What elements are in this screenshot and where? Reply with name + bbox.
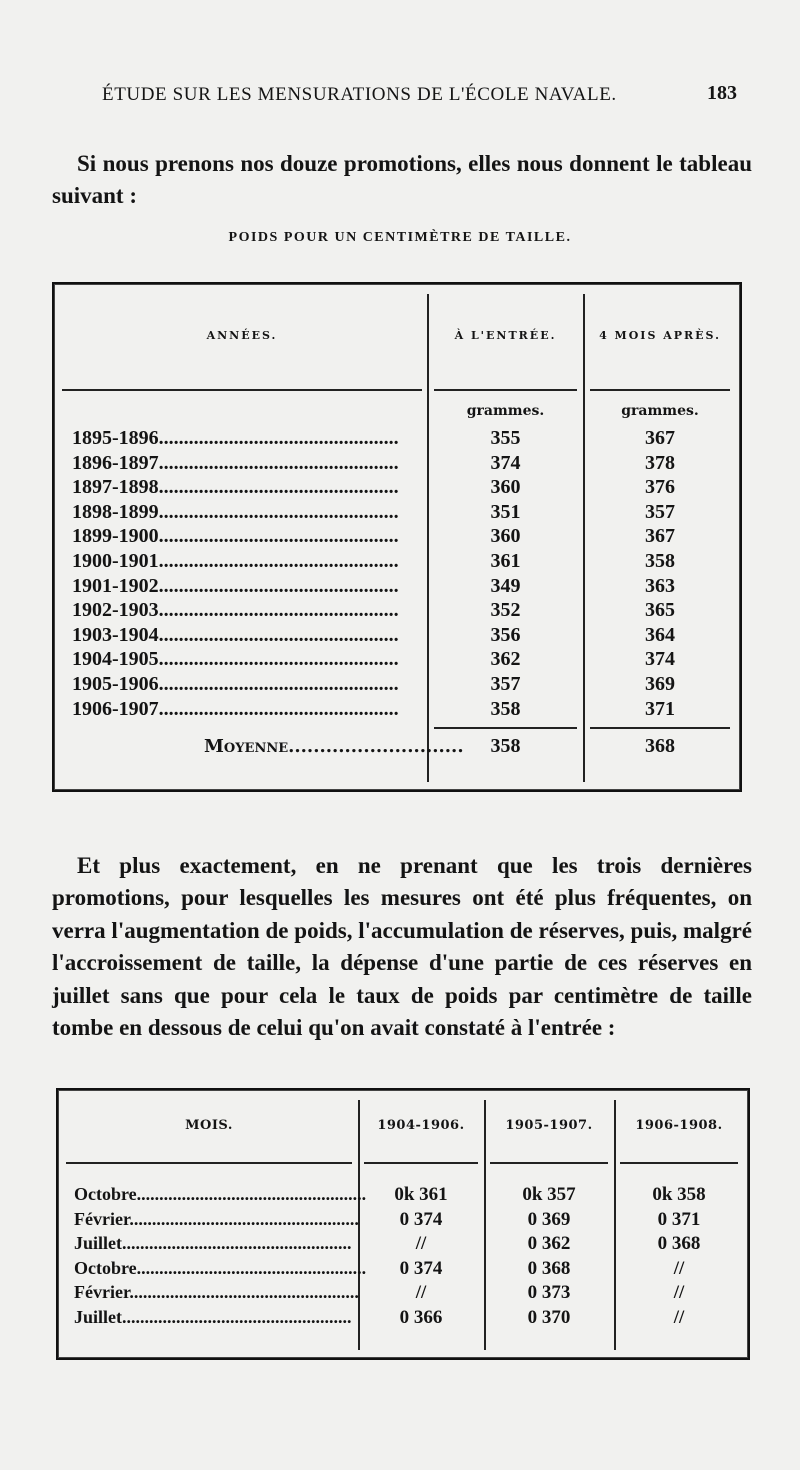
table2-cell: // [415, 1233, 427, 1255]
leader-dots: ................................................ [158, 550, 399, 572]
table2-cell: 0 368 [657, 1233, 701, 1255]
table1-row-label [72, 501, 424, 524]
row-years: 1902-1903 [72, 599, 159, 622]
table2-cell: // [673, 1257, 685, 1279]
table2-rule [364, 1162, 478, 1164]
table2-cell: 0 371 [657, 1208, 701, 1230]
table1-cell-entry: 356 [490, 623, 521, 646]
table2-cell: 0 374 [399, 1208, 443, 1230]
table1-average-label: Moyenne............................ [204, 736, 464, 757]
table2-cell: 0 373 [527, 1282, 571, 1304]
table2-cell: // [673, 1282, 685, 1304]
table2-row-label [74, 1257, 367, 1279]
table1-cell-entry: 351 [490, 500, 521, 523]
table2-divider [614, 1100, 616, 1350]
table2-rule [490, 1162, 608, 1164]
leader-dots: ................................................... [136, 1184, 367, 1204]
leader-dots: ................................................ [158, 476, 399, 499]
leader-dots: ................................................... [136, 1257, 367, 1278]
table2-row-label [74, 1184, 367, 1205]
table1-cell-entry: 362 [490, 648, 521, 671]
table1-cell-after: 371 [645, 697, 675, 720]
table1-unit-after: grammes. [621, 403, 699, 419]
table1-cell-entry: 349 [490, 574, 521, 597]
leader-dots: ................................................... [122, 1307, 352, 1327]
leader-dots: ................................................ [158, 427, 399, 449]
second-paragraph: Et plus exactement, en ne prenant que les trois dernières promotions, pour lesquelles les mesures ont été plus fréquentes, on verra l'augmentation de poids, l'accumulation de réserves, puis, malgré l'accroissement de taille, la dépense d'une partie de ces réserves en juillet sans que pour cela le taux de poids par centimètre de taille tombe en dessous de celui qu'on avait constaté à l'entrée : [52, 853, 752, 1041]
page-header [0, 80, 800, 110]
table1-cell-after: 363 [645, 574, 675, 597]
table1-header-after: 4 MOIS APRÈS. [599, 329, 721, 342]
table1-cell-entry: 360 [490, 476, 521, 499]
table1-row-label [72, 525, 424, 548]
table2-cell: 0k 358 [652, 1184, 706, 1205]
table2-cell: 0 374 [399, 1257, 443, 1279]
table1-cell-after: 364 [645, 623, 675, 646]
table2-cell: // [673, 1307, 685, 1328]
row-years: 1900-1901 [72, 550, 159, 572]
table2-cell: 0k 361 [394, 1184, 448, 1205]
leader-dots: ................................................ [158, 525, 399, 548]
table1-cell-after: 367 [645, 525, 675, 548]
leader-dots: ................................................ [158, 623, 399, 646]
row-years: 1903-1904 [72, 623, 159, 646]
table1-divider [427, 294, 429, 782]
table1-rule [434, 727, 577, 729]
table1-row-label [72, 476, 424, 499]
table1-average-after: 368 [645, 735, 675, 757]
leader-dots: ................................................ [158, 500, 399, 523]
table1-cell-entry: 358 [490, 697, 521, 720]
table2-header-1906-1908: 1906-1908. [635, 1118, 723, 1133]
leader-dots: ................................................ [158, 599, 399, 622]
table2-divider [484, 1100, 486, 1350]
table1-cell-entry: 361 [490, 550, 521, 572]
row-month: Octobre [74, 1184, 137, 1204]
row-month: Juillet [74, 1307, 122, 1327]
row-years: 1897-1898 [72, 476, 159, 499]
table1-cell-entry: 374 [490, 451, 521, 474]
table1-divider [583, 294, 585, 782]
table1-cell-after: 374 [645, 648, 675, 671]
leader-dots: ................................................ [158, 697, 399, 720]
table2-row-label [74, 1307, 354, 1328]
table2-rule [66, 1162, 352, 1164]
leader-dots: ................................................... [129, 1282, 359, 1303]
table1-row-label [72, 575, 424, 598]
weight-per-cm-table [52, 282, 742, 792]
table1-cell-entry: 357 [490, 673, 521, 695]
row-month: Février [74, 1208, 130, 1229]
table2-row-label [74, 1233, 354, 1254]
row-years: 1905-1906 [72, 673, 159, 695]
intro-paragraph: Si nous prenons nos douze promotions, elles nous donnent le tableau suivant : [52, 151, 752, 208]
table1-row-label [72, 427, 424, 450]
table1-row-label [72, 599, 424, 622]
leader-dots: ................................................ [158, 648, 399, 671]
row-years: 1899-1900 [72, 525, 159, 548]
table1-row-label [72, 624, 424, 647]
table1-unit-entry: grammes. [466, 403, 545, 419]
leader-dots: ............................ [288, 736, 464, 757]
table1-header-years: ANNÉES. [206, 329, 278, 342]
row-month: Juillet [74, 1233, 122, 1254]
row-years: 1904-1905 [72, 648, 159, 671]
table1-cell-after: 376 [645, 476, 675, 499]
table1-row-label [72, 698, 424, 721]
table2-cell: 0 368 [527, 1257, 571, 1279]
table2-cell: 0 366 [399, 1307, 443, 1328]
table2-row-label [74, 1282, 359, 1303]
row-years: 1896-1897 [72, 451, 159, 474]
table1-rule [590, 389, 730, 391]
leader-dots: ................................................... [122, 1233, 352, 1254]
table1-rule [434, 389, 577, 391]
leader-dots: ................................................... [129, 1208, 359, 1229]
leader-dots: ................................................ [158, 451, 399, 474]
table2-header-1904-1906: 1904-1906. [377, 1118, 465, 1133]
table2-cell: 0 370 [527, 1307, 571, 1328]
table2-rule [620, 1162, 738, 1164]
table1-row-label [72, 648, 424, 671]
row-years: 1906-1907 [72, 697, 159, 720]
table2-header-month: MOIS. [185, 1118, 233, 1133]
table1-cell-entry: 355 [490, 427, 521, 449]
running-title: ÉTUDE SUR LES MENSURATIONS DE L'ÉCOLE NAVALE. [102, 84, 617, 105]
monthly-weight-table [56, 1088, 750, 1360]
table1-row-label [72, 550, 424, 573]
table2-cell: 0k 357 [522, 1184, 576, 1205]
table1-row-label [72, 673, 424, 696]
table1-header-entry: À L'ENTRÉE. [454, 329, 557, 342]
table1-cell-after: 378 [645, 451, 675, 474]
table2-cell: 0 362 [527, 1233, 571, 1255]
table1-average-entry: 358 [490, 735, 521, 757]
table1-row-label [72, 452, 424, 475]
table1-title: POIDS POUR UN CENTIMÈTRE DE TAILLE. [228, 230, 572, 245]
table1-cell-after: 358 [645, 550, 675, 572]
table2-cell: // [415, 1282, 427, 1304]
leader-dots: ................................................ [158, 673, 399, 695]
table1-cell-after: 365 [645, 599, 675, 622]
row-years: 1901-1902 [72, 574, 159, 597]
row-years: 1895-1896 [72, 427, 159, 449]
table1-cell-after: 367 [645, 427, 675, 449]
table1-cell-after: 357 [645, 500, 675, 523]
row-month: Février [74, 1282, 130, 1303]
table1-cell-entry: 352 [490, 599, 521, 622]
table1-cell-entry: 360 [490, 525, 521, 548]
page-number: 183 [707, 82, 737, 104]
leader-dots: ................................................ [158, 574, 399, 597]
row-years: 1898-1899 [72, 500, 159, 523]
table1-cell-after: 369 [645, 673, 675, 695]
table2-cell: 0 369 [527, 1208, 571, 1230]
table1-rule [62, 389, 422, 391]
table1-rule [590, 727, 730, 729]
table2-row-label [74, 1208, 359, 1230]
row-month: Octobre [74, 1257, 137, 1278]
table2-header-1905-1907: 1905-1907. [505, 1118, 593, 1133]
